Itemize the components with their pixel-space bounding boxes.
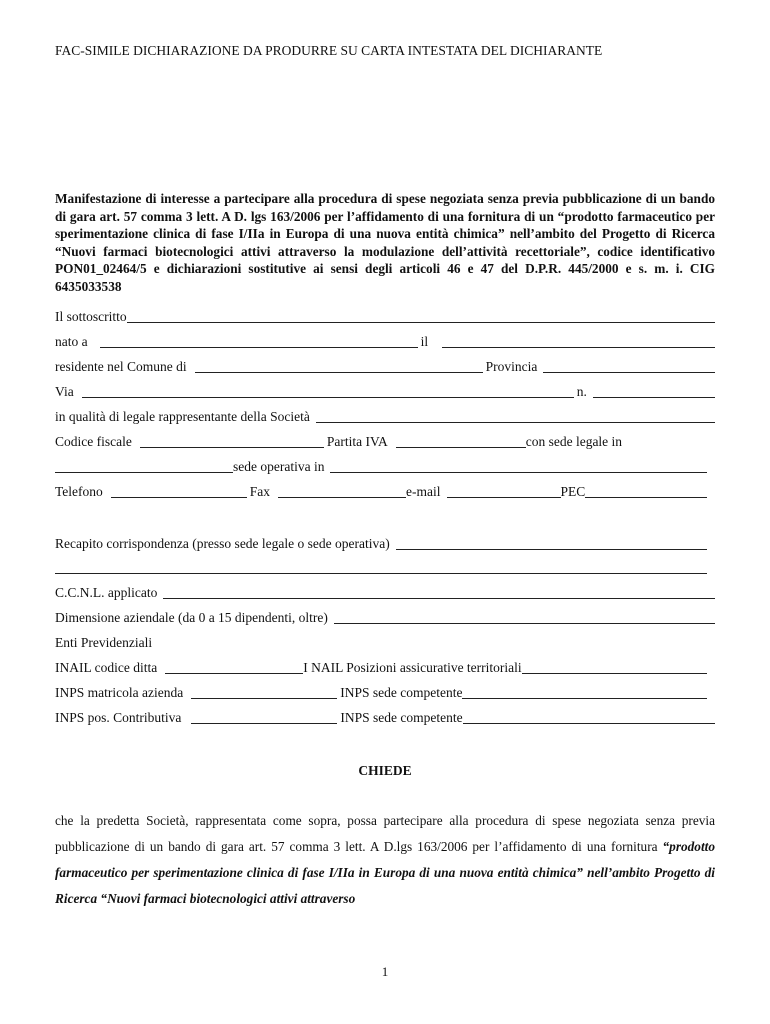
label-sottoscritto: Il sottoscritto xyxy=(55,309,127,324)
label-inail-posizioni: I NAIL Posizioni assicurative territoriali xyxy=(303,660,522,675)
row-dimensione xyxy=(55,607,715,627)
field-societa[interactable] xyxy=(316,408,715,423)
field-data-nascita[interactable] xyxy=(442,333,715,348)
label-qualita: in qualità di legale rappresentante della Società xyxy=(55,409,310,424)
label-telefono: Telefono xyxy=(55,484,103,499)
row-sottoscritto xyxy=(55,306,715,326)
request-text-emphasis: “prodotto farmaceutico per sperimentazione clinica di fase I/IIa in Europa di una nuova entità chimica” nell’ambito Progetto di Ricerca “Nuovi farmaci biotecnologici attivi attraverso xyxy=(55,839,715,906)
label-recapito: Recapito corrispondenza (presso sede legale o sede operativa) xyxy=(55,536,390,551)
subject-paragraph: Manifestazione di interesse a partecipare alla procedura di spese negoziata senza previa pubblicazione di un bando di gara art. 57 comma 3 lett. A D. lgs 163/2006 per l’affidamento di una fornitura di un “prodotto farmaceutico per sperimentazione clinica di fase I/IIa in Europa di una nuova entità chimica” nell’ambito del Progetto di Ricerca “Nuovi farmaci biotecnologici attivi attraverso la modulazione dell’attività recettoriale”, codice identificativo PON01_02464/5 e dichiarazioni sostitutive ai sensi degli articoli 46 e 47 del D.P.R. 445/2000 e s. m. i. CIG 6435033538 xyxy=(55,191,715,294)
request-text-plain: che la predetta Società, rappresentata come sopra, possa partecipare alla procedura di spese negoziata senza previa pubblicazione di un bando di gara art. 57 comma 3 lett. A D.lgs 163/2006 per l’affidamento di una fornitura xyxy=(55,813,715,854)
label-sede-operativa: sede operativa in xyxy=(233,459,325,474)
row-residenza xyxy=(55,356,715,376)
row-sede-operativa xyxy=(55,456,715,476)
field-provincia[interactable] xyxy=(543,358,715,373)
label-inps-pos: INPS pos. Contributiva xyxy=(55,710,182,725)
label-numero: n. xyxy=(576,384,587,399)
field-recapito[interactable] xyxy=(396,535,707,550)
row-recapito-continua xyxy=(55,557,715,577)
field-luogo-nascita[interactable] xyxy=(100,333,418,348)
field-inail-codice[interactable] xyxy=(165,659,303,674)
label-provincia: Provincia xyxy=(485,359,538,374)
field-telefono[interactable] xyxy=(111,483,247,498)
row-contatti xyxy=(55,481,715,501)
field-inps-matricola[interactable] xyxy=(191,684,337,699)
field-codice-fiscale[interactable] xyxy=(140,433,324,448)
field-partita-iva[interactable] xyxy=(396,433,526,448)
label-nato-a: nato a xyxy=(55,334,88,349)
field-sede-operativa[interactable] xyxy=(330,458,707,473)
label-residente: residente nel Comune di xyxy=(55,359,187,374)
field-via[interactable] xyxy=(82,383,574,398)
label-partita-iva: Partita IVA xyxy=(326,434,388,449)
field-dimensione[interactable] xyxy=(334,609,715,624)
field-inps-sede-2[interactable] xyxy=(463,709,715,724)
row-inps-matricola xyxy=(55,682,715,702)
label-ccnl: C.C.N.L. applicato xyxy=(55,585,158,600)
label-inps-sede-2: INPS sede competente xyxy=(340,710,463,725)
field-comune[interactable] xyxy=(195,358,483,373)
document-header: FAC-SIMILE DICHIARAZIONE DA PRODURRE SU CARTA INTESTATA DEL DICHIARANTE xyxy=(55,43,603,58)
label-email: e-mail xyxy=(406,484,441,499)
label-inps-matricola: INPS matricola azienda xyxy=(55,685,184,700)
section-title-chiede: CHIEDE xyxy=(358,763,412,778)
field-sottoscritto[interactable] xyxy=(127,308,715,323)
row-recapito xyxy=(55,533,715,553)
label-via: Via xyxy=(55,384,74,399)
row-inps-pos xyxy=(55,707,715,727)
row-enti xyxy=(55,632,715,652)
row-ccnl xyxy=(55,582,715,602)
label-enti-previdenziali: Enti Previdenziali xyxy=(55,635,153,650)
label-pec: PEC xyxy=(560,484,586,499)
field-sede-legale[interactable] xyxy=(55,458,233,473)
field-inail-posizioni[interactable] xyxy=(522,659,707,674)
label-codice-fiscale: Codice fiscale xyxy=(55,434,132,449)
field-email[interactable] xyxy=(447,483,561,498)
label-dimensione: Dimensione aziendale (da 0 a 15 dipendenti, oltre) xyxy=(55,610,328,625)
field-pec[interactable] xyxy=(585,483,707,498)
page-number: 1 xyxy=(381,964,389,979)
field-inps-pos[interactable] xyxy=(191,709,337,724)
label-inail-codice: INAIL codice ditta xyxy=(55,660,158,675)
field-fax[interactable] xyxy=(278,483,406,498)
request-paragraph xyxy=(55,808,715,912)
label-fax: Fax xyxy=(249,484,271,499)
label-il: il xyxy=(420,334,429,349)
row-nascita xyxy=(55,331,715,351)
field-numero[interactable] xyxy=(593,383,715,398)
field-recapito-continua[interactable] xyxy=(55,559,707,574)
label-sede-legale: con sede legale in xyxy=(525,434,623,449)
label-inps-sede-1: INPS sede competente xyxy=(340,685,463,700)
field-ccnl[interactable] xyxy=(163,584,715,599)
row-codice-fiscale xyxy=(55,431,715,451)
row-inail xyxy=(55,657,715,677)
row-via xyxy=(55,381,715,401)
row-qualita xyxy=(55,406,715,426)
field-inps-sede-1[interactable] xyxy=(462,684,707,699)
